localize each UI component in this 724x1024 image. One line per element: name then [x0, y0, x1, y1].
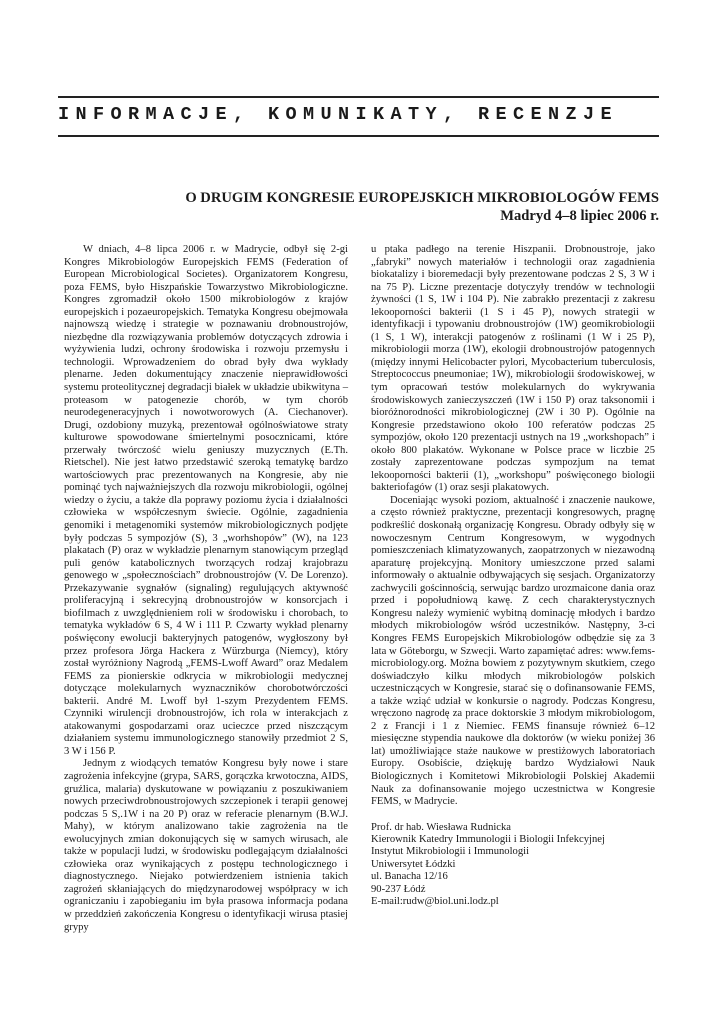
signature-email: E-mail:rudw@biol.uni.lodz.pl [371, 896, 499, 908]
signature-department: Kierownik Katedry Immunologii i Biologii Infekcyjnej [371, 834, 605, 846]
article-title-block [99, 189, 659, 225]
right-column [371, 244, 655, 908]
header-bottom-rule [58, 135, 659, 137]
article-title: O DRUGIM KONGRESIE EUROPEJSKICH MIKROBIOLOGÓW FEMS [185, 190, 659, 206]
header-top-rule [58, 96, 659, 98]
signature-city: 90-237 Łódź [371, 883, 426, 895]
article-subtitle: Madryd 4–8 lipiec 2006 r. [500, 208, 659, 224]
signature-name: Prof. dr hab. Wiesława Rudnicka [371, 821, 512, 833]
body-paragraph: Jednym z wiodących tematów Kongresu były nowe i stare zagrożenia infekcyjne (grypa, SARS, gorączka krwotoczna, AIDS, gruźlica, malaria) dyskutowane w powiązaniu z poszukiwaniem nowych przeciwdrobnoustrojowych szczepionek i terapii genowej podczas 5 S,.1W i na 20 P) oraz w referacie plenarnym (B.W.J. Mahy), w którym analizowano takie zagrożenia na tle ewolucyjnych zmian dokonujących się w samych wirusach, ale także w populacji ludzi, w środowisku podlegającym działalności człowieka oraz wynikających z postępu technologicznego i diagnostycznego. Niejako potwierdzeniem istnienia takich zagrożeń skłaniających do międzynarodowej współpracy w ich ograniczaniu i zapobieganiu im była prasowa informacja podana w przeddzień zakończenia Kongresu o identyfikacji wirusa ptasiej grypy [64, 758, 348, 933]
left-column [64, 244, 348, 934]
body-paragraph: Doceniając wysoki poziom, aktualność i znaczenie naukowe, a często również praktyczne, prezentacji kongresowych, pragnę podkreślić doskonałą organizację Kongresu. Obrady odbyły się w nowoczesnym Centrum Kongresowym, w wygodnych pomieszczeniach klimatyzowanych, zaopatrzonych w niezawodną aparaturę projekcyjną. Monitory umieszczone przed salami informowały o aktualnie odbywających się sesjach. Organizatorzy zachwycili gościnnością, serwując bardzo urozmaicone dania oraz przed i popołudniową kawę. Z cech charakterystycznych Kongresu należy wymienić wybitną dominację młodych i bardzo młodych mikrobiologów wśród uczestników. Następny, 3-ci Kongres FEMS Europejskich Mikrobiologów odbędzie się za 3 lata w Göteborgu, w Szwecji. Warto zapamiętać adres: www.fems-microbiology.org. Można bowiem z pozytywnym skutkiem, czego doświadczyło kilku młodych mikrobiologów polskich uczestniczących w Kongresie, starać się o dofinansowanie FEMS, a także wziąć udział w konkursie o nagrody. Podczas Kongresu, wręczono nagrodę za prace doktorskie 3 młodym mikrobiologom, 2 z Francji i 1 z Niemiec. FEMS finansuje również 6–12 miesięczne stypendia naukowe dla doktorów (w wieku poniżej 36 lat) umożliwiające staże naukowe w prestiżowych laboratoriach Europy. Osobiście, dziękuję bardzo Wydziałowi Nauk Biologicznych i Komitetowi Mikrobiologii Polskiej Akademii Nauk za dofinansowanie mojego uczestnictwa w Kongresie FEMS, w Madrycie. [371, 494, 655, 808]
body-paragraph: u ptaka padłego na terenie Hiszpanii. Drobnoustroje, jako „fabryki” nowych materiałów i technologii oraz zagadnienia biokatalizy i bioremedacji były prezentowane podczas 2 S, 3 W i na 75 P). Liczne prezentacje dotyczyły trendów w technologii żywności (1 S, 1W i 104 P). Nie zabrakło prezentacji z zakresu lekooporności bakterii (1 S i 45 P), nowych strategii w identyfikacji i typowaniu drobnoustrojów (1W) geomikrobiologii (1 S, 1 W), interakcji patogenów z roślinami (1 W i 25 P), mikrobiologii morza (1W), ekologii drobnoustrojów patogennych (między innymi Helicobacter pylori, Mycobacterium tuberculosis, Streptococcus pneumoniae; 1W), mikrobiologii środowiskowej, w tym opracowań testów molekularnych do wykrywania środowiskowych zanieczyszczeń (1W i 150 P) oraz taksonomii i bioróżnorodności mikrobiologicznej (2W i 30 P). Ogólnie na Kongresie przedstawiono około 100 referatów podczas 25 sympozjów, około 120 prezentacji ustnych na 19 „workshopach” i około 800 plakatów. Wykonane w Polsce prace w liczbie 25 zostały zaprezentowane podczas sympozjum na temat lekooporności bakterii (1), „workshopu” poświęconego biologii bakteriofagów (1) oraz sesji plakatowych. [371, 244, 655, 494]
section-header: INFORMACJE, KOMUNIKATY, RECENZJE [58, 104, 619, 125]
signature-institute: Instytut Mikrobiologii i Immunologii [371, 846, 530, 858]
author-signature [371, 822, 655, 909]
body-paragraph: W dniach, 4–8 lipca 2006 r. w Madrycie, odbył się 2-gi Kongres Mikrobiologów Europejskich FEMS (Federation of European Microbiological Societes). Organizatorem Kongresu, poza FEMS, było Hiszpańskie Towarzystwo Mikrobiologiczne. Kongres zgromadził około 1500 mikrobiologów z krajów europejskich i pozaeuropejskich. Tematyka Kongresu obejmowała najnowszą wiedzę i strategie w poznawaniu drobnoustrojów, niezbędne dla rozwiązywania problemów dotyczących zdrowia i wyżywienia ludzi, ochrony środowiska i rozwoju przemysłu i technologii. Wprowadzeniem do obrad były dwa wykłady plenarne. Jeden dokumentujący znaczenie nieprawidłowości systemu proteolitycznej degradacji białek w układzie ubikwityna – proteasom w patogenezie chorób, w tym chorób neurodegeneracyjnych i nowotworowych (A. Ciechanover). Drugi, ozdobiony muzyką, prezentował ogólnoświatowe straty kulturowe spowodowane śmiertelnymi posocznicami, które przerwały twórczość wielu geniuszy muzycznych (E.Th. Rietschel). Nie jest łatwo przedstawić szeroką tematykę bardzo wartościowych prac prezentowanych na Kongresie, aby nie pominąć tych najważniejszych dla rozwoju mikrobiologii, ogólnej wiedzy o życiu, a także dla poprawy poziomu życia i działalności człowieka w współczesnym świecie. Ogólnie, zagadnienia genomiki i metagenomiki systemów mikrobiologicznych podjęte były podczas 5 sympozjów (S), 3 „worhshopów” (W), na 123 plakatach (P) oraz w wykładzie plenarnym stanowiącym przegląd puli genów katabolicznych tworzących rodzaj krajobrazu genowego w „społecznościach” drobnoustrojów (V. De Lorenzo). Przekazywanie sygnałów (signaling) regulujących aktywność proliferacyjną i sekrecyjną drobnoustrojów w konsorcjach i biofilmach z uwzględnieniem roli w środowisku i chorobach, to tematyka wykładów 6 S, 4 W i 111 P. Czwarty wykład plenarny poświęcony ewolucji bakteryjnych patogenów, wygłoszony był przez profesora Jörga Hackera z Würzburga (Niemcy), który został wyróżniony Nagrodą „FEMS-Lwoff Award” oraz Medalem FEMS za pionierskie odkrycia w mikrobiologii medycznej dotyczące molekularnych wyznaczników chorobotwórczości bakterii. André M. Lwoff był 1-szym Prezydentem FEMS. Czynniki wirulencji drobnoustrojów, ich rola w interakcjach z atakowanymi gospodarzami oraz ucieczce przed niszczącym działaniem systemu immunologicznego stanowiły przedmiot 2 S, 3 W i 156 P. [64, 244, 348, 757]
signature-university: Uniwersytet Łódzki [371, 858, 456, 870]
signature-street: ul. Banacha 12/16 [371, 871, 448, 883]
